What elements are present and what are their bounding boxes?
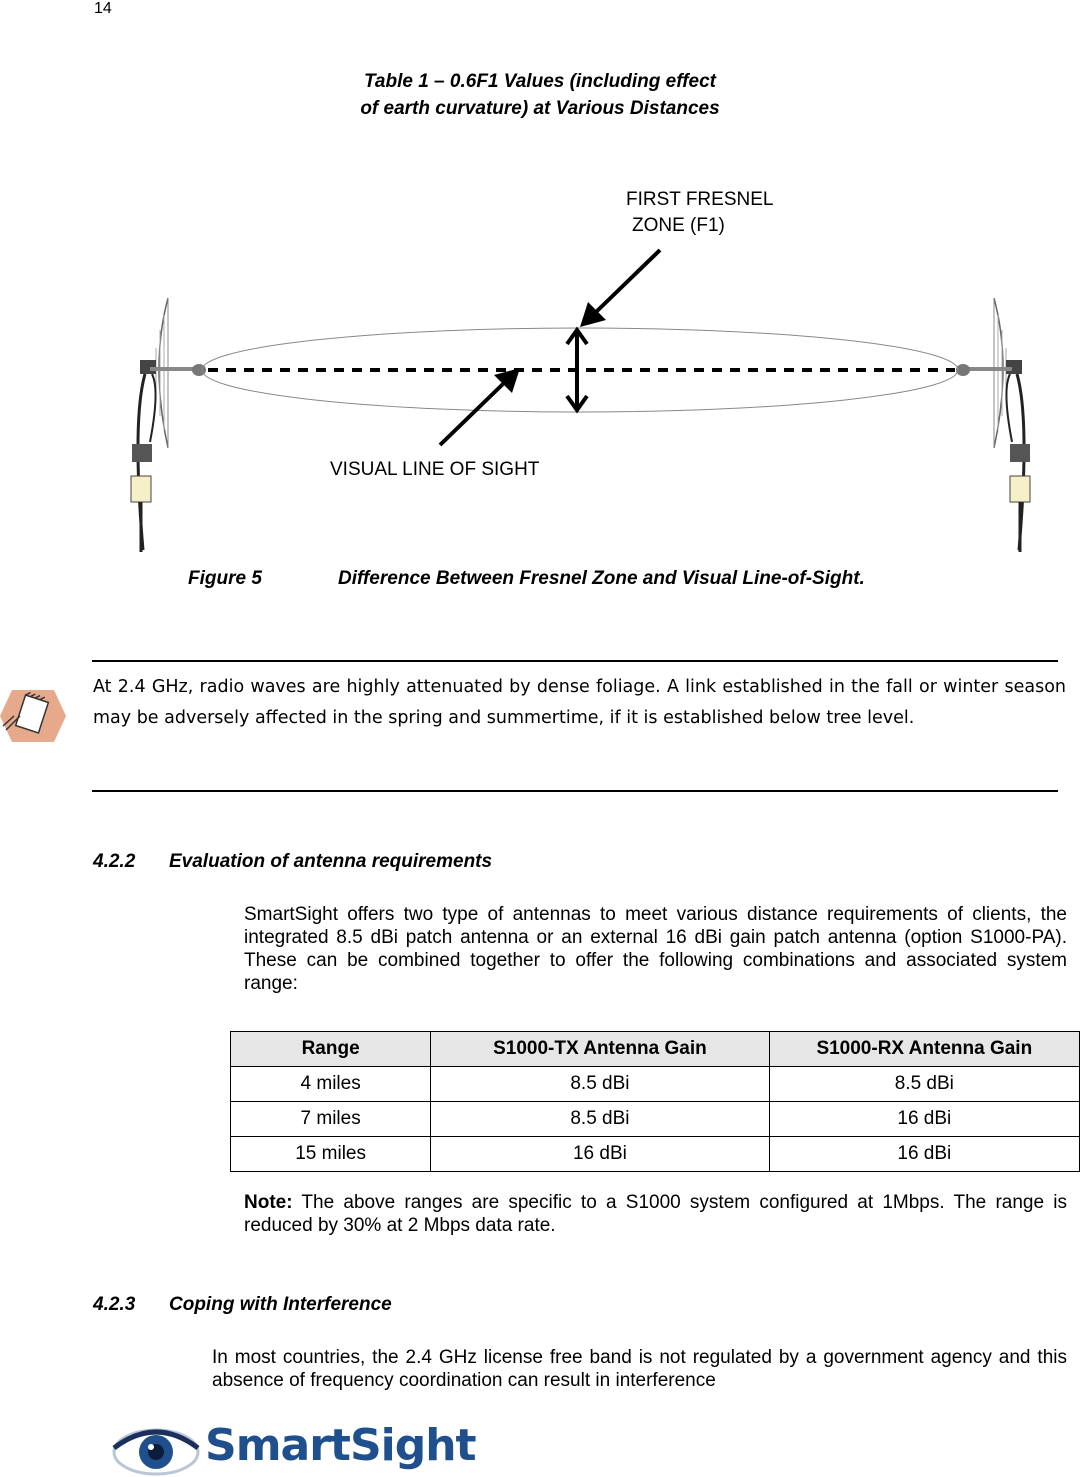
fresnel-figure [0, 180, 1080, 560]
note-body: The above ranges are specific to a S1000 system configured at 1Mbps. The range is reduced by 30% at 2 Mbps data rate. [244, 1192, 1067, 1236]
table-caption-line2: of earth curvature) at Various Distances [360, 98, 720, 119]
header-tx-gain: S1000-TX Antenna Gain [431, 1032, 769, 1067]
visual-line-label: VISUAL LINE OF SIGHT [330, 459, 540, 480]
section-number: 4.2.3 [93, 1294, 136, 1315]
eye-logo-icon [110, 1418, 206, 1477]
smartsight-logo-text: SmartSight [205, 1420, 476, 1471]
section-heading-4-2-2 [93, 851, 492, 873]
foliage-note: At 2.4 GHz, radio waves are highly attenuated by dense foliage. A link established in the fall or winter season may be adversely affected in the spring and summertime, if it is established below tree level. [93, 677, 1066, 728]
table-cell: 7 miles [231, 1102, 431, 1137]
header-range: Range [231, 1032, 431, 1067]
note-top-rule [92, 660, 1058, 662]
figure-caption-text: Difference Between Fresnel Zone and Visual Line-of-Sight. [338, 568, 865, 589]
table-cell: 8.5 dBi [431, 1102, 769, 1137]
antenna-paragraph: SmartSight offers two type of antennas to meet various distance requirements of clients, the integrated 8.5 dBi patch antenna or an external 16 dBi gain patch antenna (option S1000-PA). These can be combined together to offer the following combinations and associated system range: [244, 904, 1067, 994]
range-note [244, 1191, 1067, 1237]
header-rx-gain: S1000-RX Antenna Gain [769, 1032, 1079, 1067]
interference-paragraph: In most countries, the 2.4 GHz license free band is not regulated by a government agency and this absence of frequency coordination can result in interference [212, 1347, 1067, 1391]
notepad-icon [0, 686, 66, 746]
figure-caption [188, 568, 865, 590]
table-header-row [231, 1032, 1080, 1067]
section-title: Coping with Interference [169, 1294, 392, 1315]
section-title: Evaluation of antenna requirements [169, 851, 493, 872]
section-number: 4.2.2 [93, 851, 136, 872]
fresnel-pointer-arrow [580, 250, 660, 327]
fresnel-label-line2: ZONE (F1) [632, 215, 725, 236]
table-cell: 16 dBi [769, 1137, 1079, 1172]
table-cell: 15 miles [231, 1137, 431, 1172]
antenna-range-table [230, 1031, 1080, 1172]
page-number: 14 [94, 0, 112, 17]
table-cell: 8.5 dBi [431, 1067, 769, 1102]
table-caption [0, 68, 1080, 122]
table-caption-line1: Table 1 – 0.6F1 Values (including effect [364, 71, 716, 92]
table-row [231, 1137, 1080, 1172]
left-antenna-icon [131, 298, 206, 552]
figure-number: Figure 5 [188, 568, 262, 589]
table-row [231, 1102, 1080, 1137]
table-cell: 16 dBi [769, 1102, 1079, 1137]
right-antenna-icon [956, 298, 1030, 552]
table-cell: 8.5 dBi [769, 1067, 1079, 1102]
note-label: Note: [244, 1192, 293, 1213]
table-cell: 4 miles [231, 1067, 431, 1102]
note-bottom-rule [92, 790, 1058, 792]
table-row [231, 1067, 1080, 1102]
section-heading-4-2-3 [93, 1294, 392, 1316]
table-cell: 16 dBi [431, 1137, 769, 1172]
visual-pointer-arrow [440, 368, 520, 445]
fresnel-label-line1: FIRST FRESNEL [626, 189, 774, 210]
